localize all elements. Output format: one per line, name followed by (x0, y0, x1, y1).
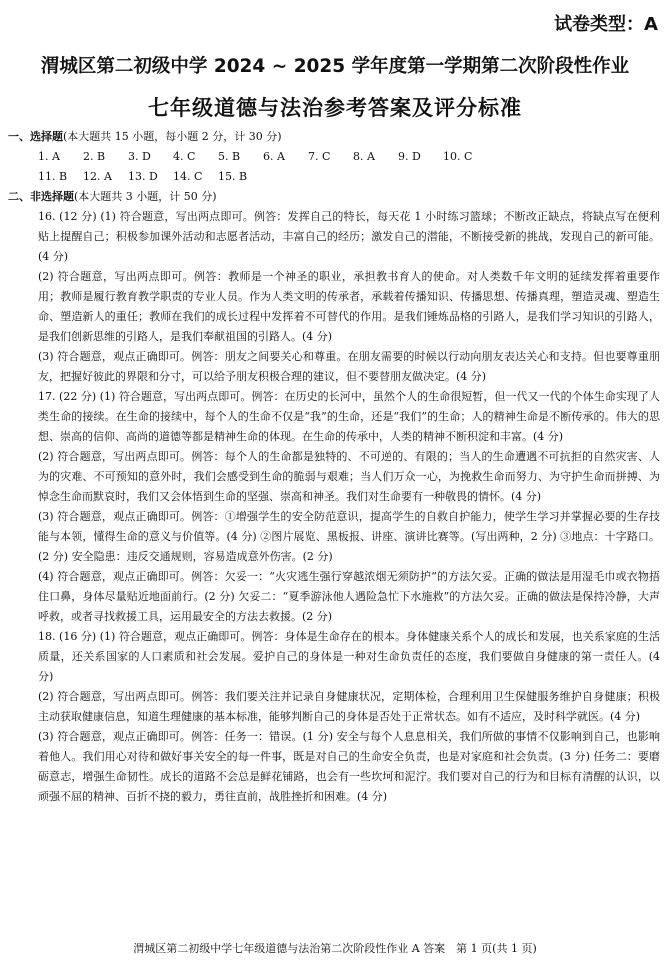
choice-answer: 3. D (128, 150, 151, 163)
choice-answer: 7. C (308, 150, 331, 163)
choice-answer: 6. A (263, 150, 285, 163)
q17-part3: (3) 符合题意，观点正确即可。例答：①增强学生的安全防范意识，提高学生的自救自护能力，使学生学习并掌握必要的生存技能与本领，懂得生命的意义与价值等。(4 分) ②图片展览、黑板报、讲座、演讲比赛等。(写出两种，2 分) ③地点：十字路口。(2 分) 安全隐患：违反交通规则，容易造成意外伤害。(2 分) (38, 510, 660, 563)
choice-answer: 1. A (38, 150, 60, 163)
section-1-heading (8, 127, 660, 147)
q17-part2: (2) 符合题意，写出两点即可。例答：每个人的生命都是独特的、不可逆的、有限的；当人的生命遭遇不可抗拒的自然灾害、人为的灾难、不可预知的意外时，我们会感受到生命的脆弱与艰难；当人们万众一心，为挽救生命而努力、为守护生命而拼搏、为悼念生命而默哀时，我们又会体悟到生命的坚强、崇高和神圣。我们对生命要有一种敬畏的情怀。(4 分) (38, 450, 660, 503)
document-subtitle: 七年级道德与法治参考答案及评分标准 (148, 96, 522, 120)
q16-part3: (3) 符合题意，观点正确即可。例答：朋友之间要关心和尊重。在朋友需要的时候以行动向朋友表达关心和支持。但也要尊重朋友，把握好彼此的界限和分寸，可以给予朋友积极合理的建议，但不要替朋友做决定。(4 分) (38, 350, 660, 383)
section-1-note: (本大题共 15 小题，每小题 2 分，计 30 分) (63, 130, 282, 143)
choice-answer: 2. B (83, 150, 106, 163)
choice-answer: 5. B (218, 150, 241, 163)
choice-answers-row-1 (8, 147, 660, 167)
paper-type-label: 试卷类型：A (554, 14, 658, 35)
q18-part1: 18. (16 分) (1) 符合题意，观点正确即可。例答：身体是生命存在的根本。身体健康关系个人的成长和发展，也关系家庭的生活质量，还关系国家的人口素质和社会发展。爱护自己的身体是一种对生命负责任的态度，我们要做自身健康的第一责任人。(4 分) (38, 630, 660, 683)
choice-answer: 9. D (398, 150, 421, 163)
section-2-note: (本大题共 3 小题，计 50 分) (74, 190, 217, 203)
section-1-title: 一、选择题 (8, 130, 63, 143)
answer-content (8, 127, 660, 807)
choice-answers-row-2 (8, 167, 660, 187)
choice-answer: 10. C (443, 150, 473, 163)
section-2-title: 二、非选择题 (8, 190, 74, 203)
choice-answer: 15. B (218, 170, 248, 183)
choice-answer: 8. A (353, 150, 375, 163)
choice-answer: 12. A (83, 170, 112, 183)
q17-part1: 17. (22 分) (1) 符合题意，写出两点即可。例答：在历史的长河中，虽然个人的生命很短暂，但一代又一代的个体生命实现了人类生命的接续。在生命的接续中，每个人的生命不仅是“我”的生命，还是“我们”的生命；人的精神生命是不断传承的。伟大的思想、崇高的信仰、高尚的道德等都是精神生命的体现。在生命的传承中，人类的精神不断积淀和丰富。(4 分) (38, 390, 660, 443)
choice-answer: 14. C (173, 170, 203, 183)
choice-answer: 13. D (128, 170, 158, 183)
q18-part2: (2) 符合题意，写出两点即可。例答：我们要关注并记录自身健康状况，定期体检，合理利用卫生保健服务维护自身健康；积极主动获取健康信息，知道生理健康的基本标准，能够判断自己的身体是否处于正常状态。如有不适应，及时科学就医。(4 分) (38, 690, 660, 723)
choice-answer: 4. C (173, 150, 196, 163)
section-2-heading (8, 187, 660, 207)
q18-part3: (3) 符合题意，观点正确即可。例答：任务一：错误。(1 分) 安全与每个人息息相关，我们所做的事情不仅影响到自己，也影响着他人。我们用心对待和做好事关安全的每一件事，既是对自己的生命安全负责，也是对家庭和社会负责。(3 分) 任务二：要磨砺意志，增强生命韧性。成长的道路不会总是鲜花铺路，也会有一些坎坷和泥泞。我们要对自己的行为和目标有清醒的认识，以顽强不屈的精神、百折不挠的毅力，勇往直前，战胜挫折和困难。(4 分) (38, 730, 660, 803)
q16-part2: (2) 符合题意，写出两点即可。例答：教师是一个神圣的职业，承担教书育人的使命。对人类数千年文明的延续发挥着重要作用；教师是履行教育教学职责的专业人员。作为人类文明的传承者，承载着传播知识、传播思想、传播真理，塑造灵魂、塑造生命、塑造新人的重任；教师在我们的成长过程中发挥着不可替代的作用。是我们锤炼品格的引路人，是我们学习知识的引路人，是我们创新思维的引路人，是我们奉献祖国的引路人。(4 分) (38, 270, 660, 343)
document-title: 渭城区第二初级中学 2024 ~ 2025 学年度第一学期第二次阶段性作业 (40, 56, 630, 77)
page-footer: 渭城区第二初级中学七年级道德与法治第二次阶段性作业 A 答案 第 1 页(共 1 页) (133, 942, 537, 955)
choice-answer: 11. B (38, 170, 68, 183)
q17-part4: (4) 符合题意，观点正确即可。例答：欠妥一：“火灾逃生强行穿越浓烟无须防护”的方法欠妥。正确的做法是用湿毛巾或衣物捂住口鼻，身体尽量贴近地面前行。(2 分) 欠妥二：“夏季游泳他人遇险急忙下水施救”的方法欠妥。正确的做法是保持冷静，大声呼救，或者寻找救援工具，运用最安全的方法去救援。(2 分) (38, 570, 660, 623)
q16-part1: 16. (12 分) (1) 符合题意，写出两点即可。例答：发挥自己的特长，每天花 1 小时练习篮球；不断改正缺点，将缺点写在便利贴上提醒自己；积极参加课外活动和志愿者活动，丰富自己的经历；激发自己的潜能，不断接受新的挑战，发现自己的新可能。(4 分) (38, 210, 660, 263)
